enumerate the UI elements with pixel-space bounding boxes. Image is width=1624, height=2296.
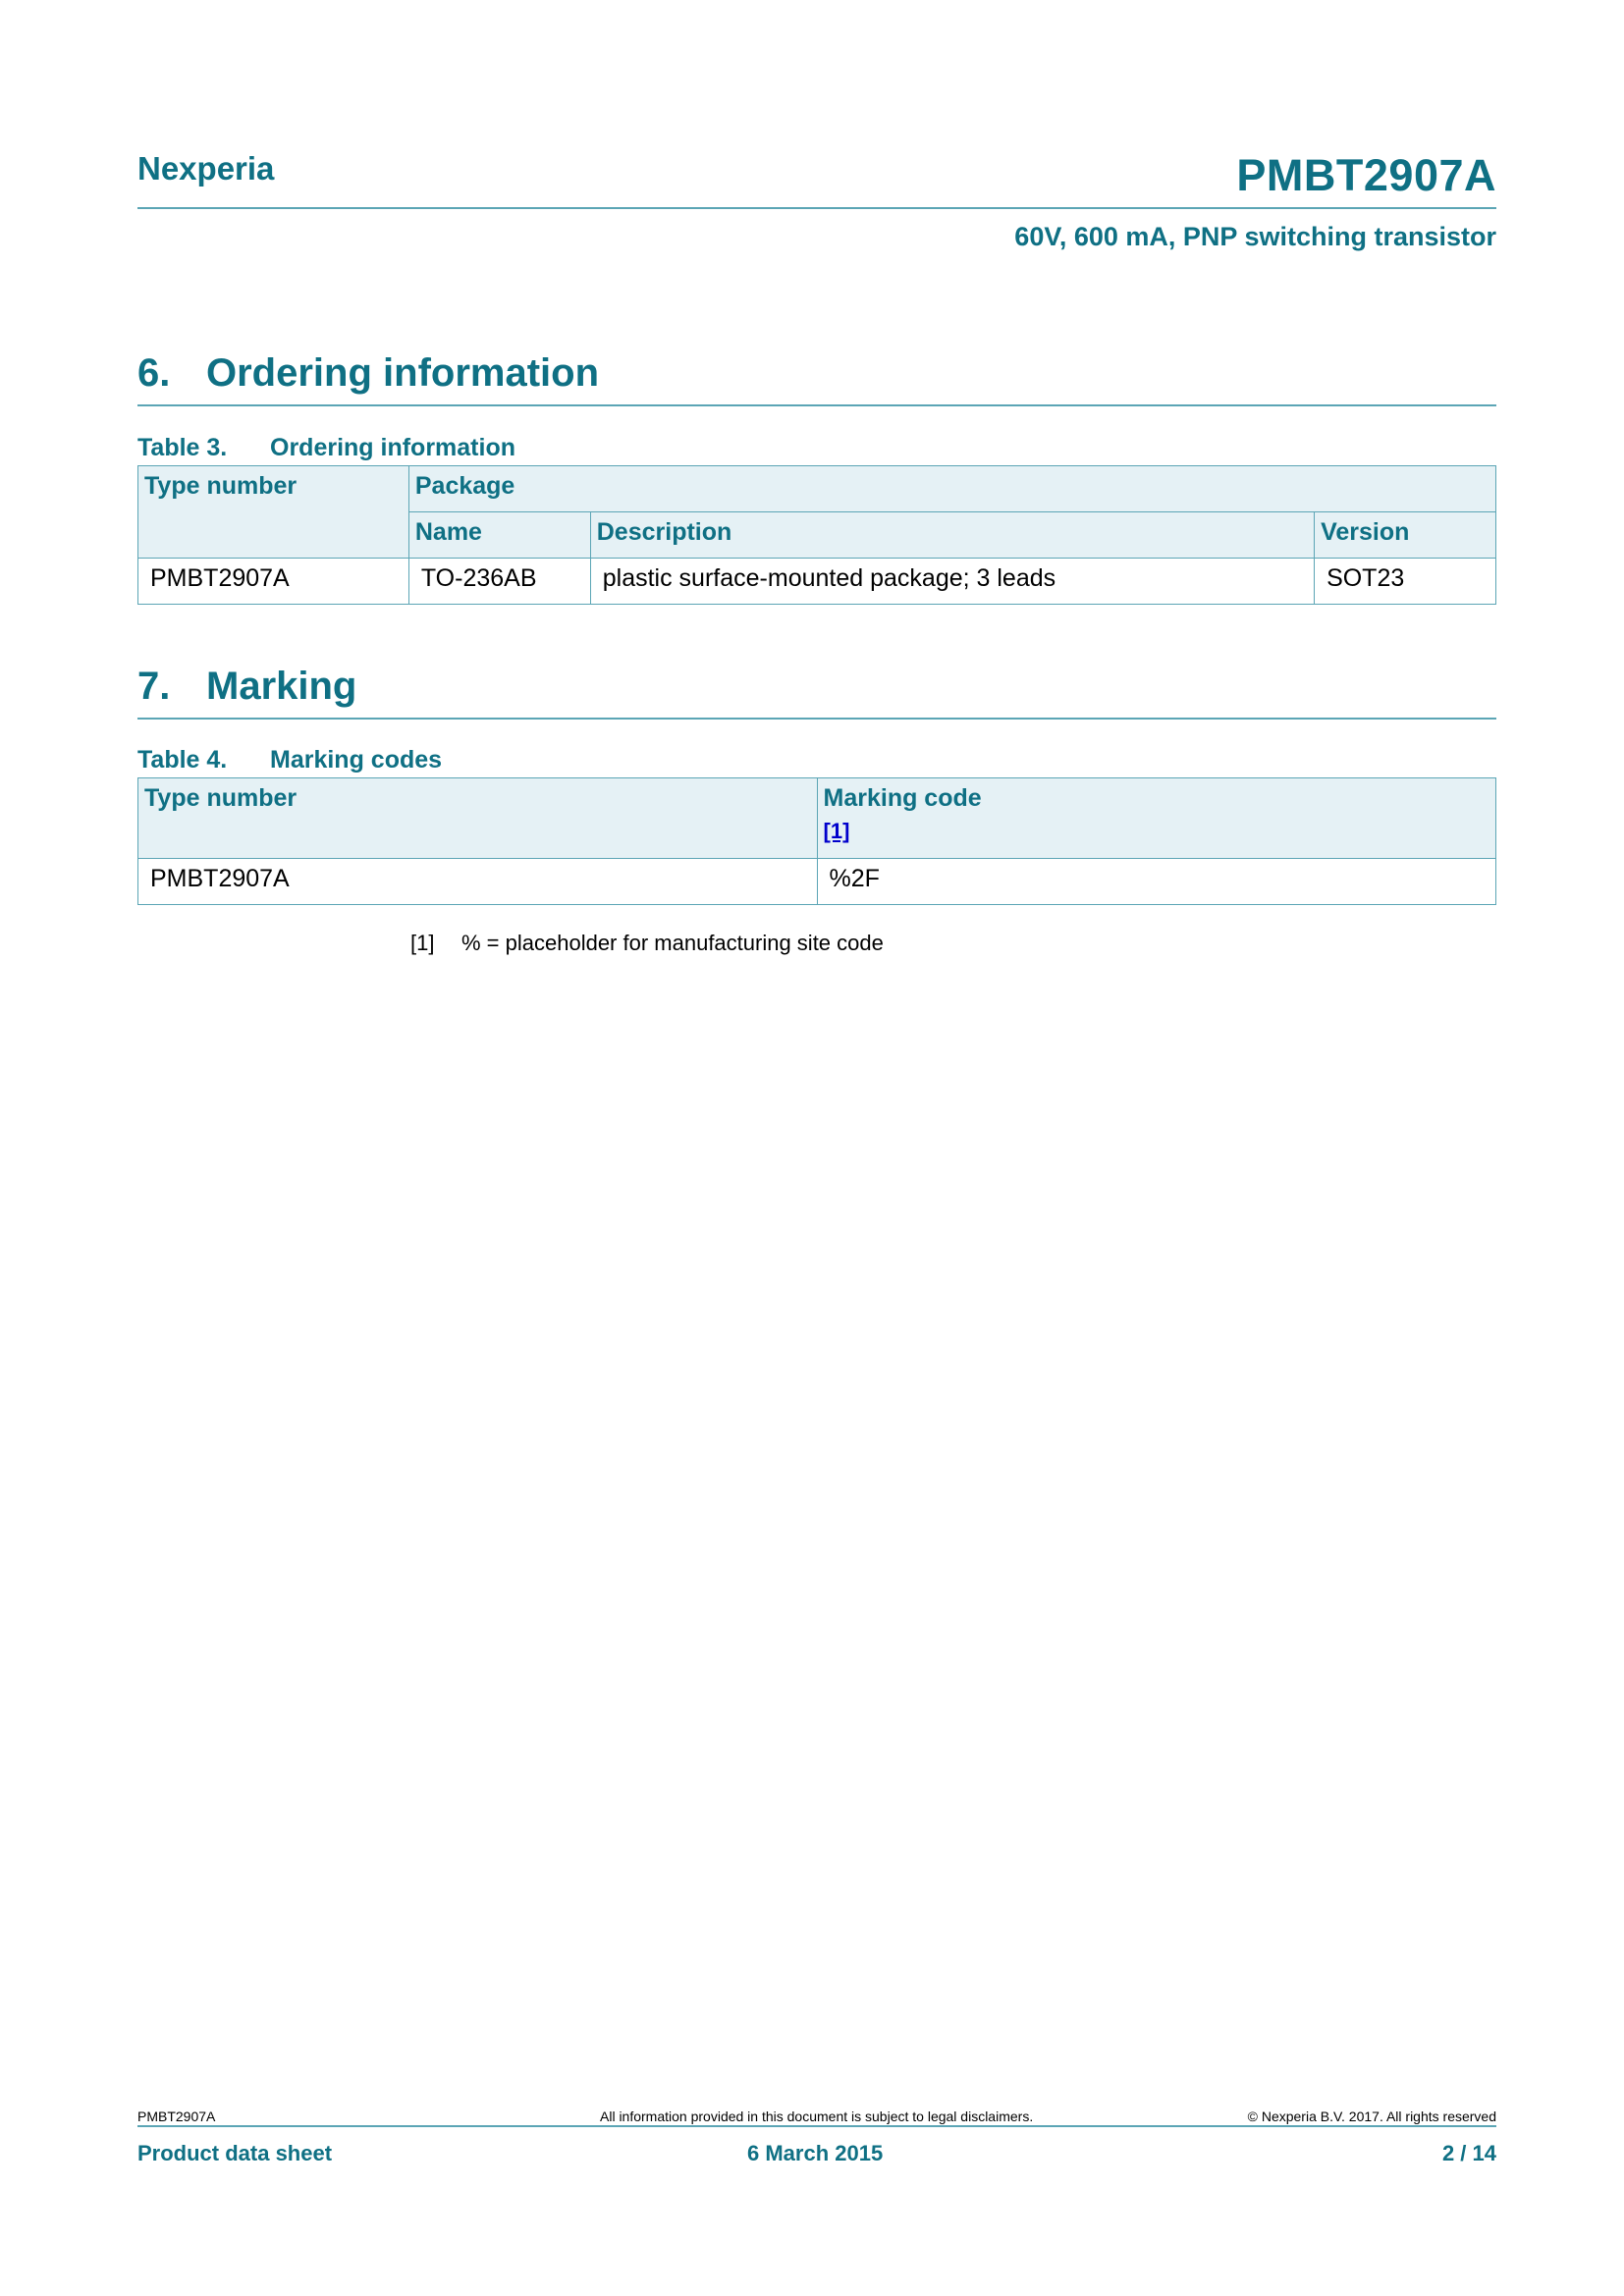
footer-doc-type: Product data sheet [137,2141,333,2165]
cell-marking-code: %2F [817,859,1495,905]
table-title: Marking codes [270,746,443,774]
section-7-heading [137,665,356,709]
brand-name: Nexperia [137,150,275,187]
header-type-number: Type number [138,466,409,559]
footer-divider [137,2125,1496,2127]
cell-description: plastic surface-mounted package; 3 leads [590,559,1314,605]
table-4-footnote [410,931,884,956]
header-divider [137,207,1496,209]
table-label: Table 3. [137,434,228,461]
table-row [138,559,1496,605]
section-6-heading [137,351,599,396]
footer-copyright: © Nexperia B.V. 2017. All rights reserved [1247,2109,1496,2124]
section-6-divider [137,404,1496,406]
cell-type-number: PMBT2907A [138,559,409,605]
section-number: 6. [137,351,171,395]
table-label: Table 4. [137,746,228,774]
footnote-ref: [1] [410,931,435,955]
cell-version: SOT23 [1315,559,1496,605]
footer-page-number: 2 / 14 [1441,2141,1496,2165]
table-row [138,859,1496,905]
table-3-caption [137,434,515,462]
footer-date: 6 March 2015 [747,2141,884,2165]
footer-doc-id: PMBT2907A [137,2109,216,2124]
cell-type-number: PMBT2907A [138,859,818,905]
header-package: Package [408,466,1495,512]
header-name: Name [408,512,590,559]
table-title: Ordering information [270,434,515,461]
product-title: PMBT2907A [1236,150,1496,200]
table-4-caption [137,746,442,774]
section-number: 7. [137,665,171,708]
ordering-info-table [137,465,1496,605]
cell-name: TO-236AB [408,559,590,605]
header-version: Version [1315,512,1496,559]
section-title: Ordering information [206,351,599,395]
header-type-number: Type number [138,778,818,859]
marking-code-label: Marking code [823,784,982,812]
header-marking-code [817,778,1495,859]
marking-codes-table [137,777,1496,905]
footnote-text: % = placeholder for manufacturing site code [461,931,884,955]
footer-disclaimer: All information provided in this document is subject to legal disclaimers. [600,2109,1034,2124]
section-title: Marking [206,665,357,708]
header-description: Description [590,512,1314,559]
footnote-link[interactable]: [1] [823,819,850,843]
section-7-divider [137,718,1496,720]
product-subtitle: 60V, 600 mA, PNP switching transistor [1014,222,1496,251]
